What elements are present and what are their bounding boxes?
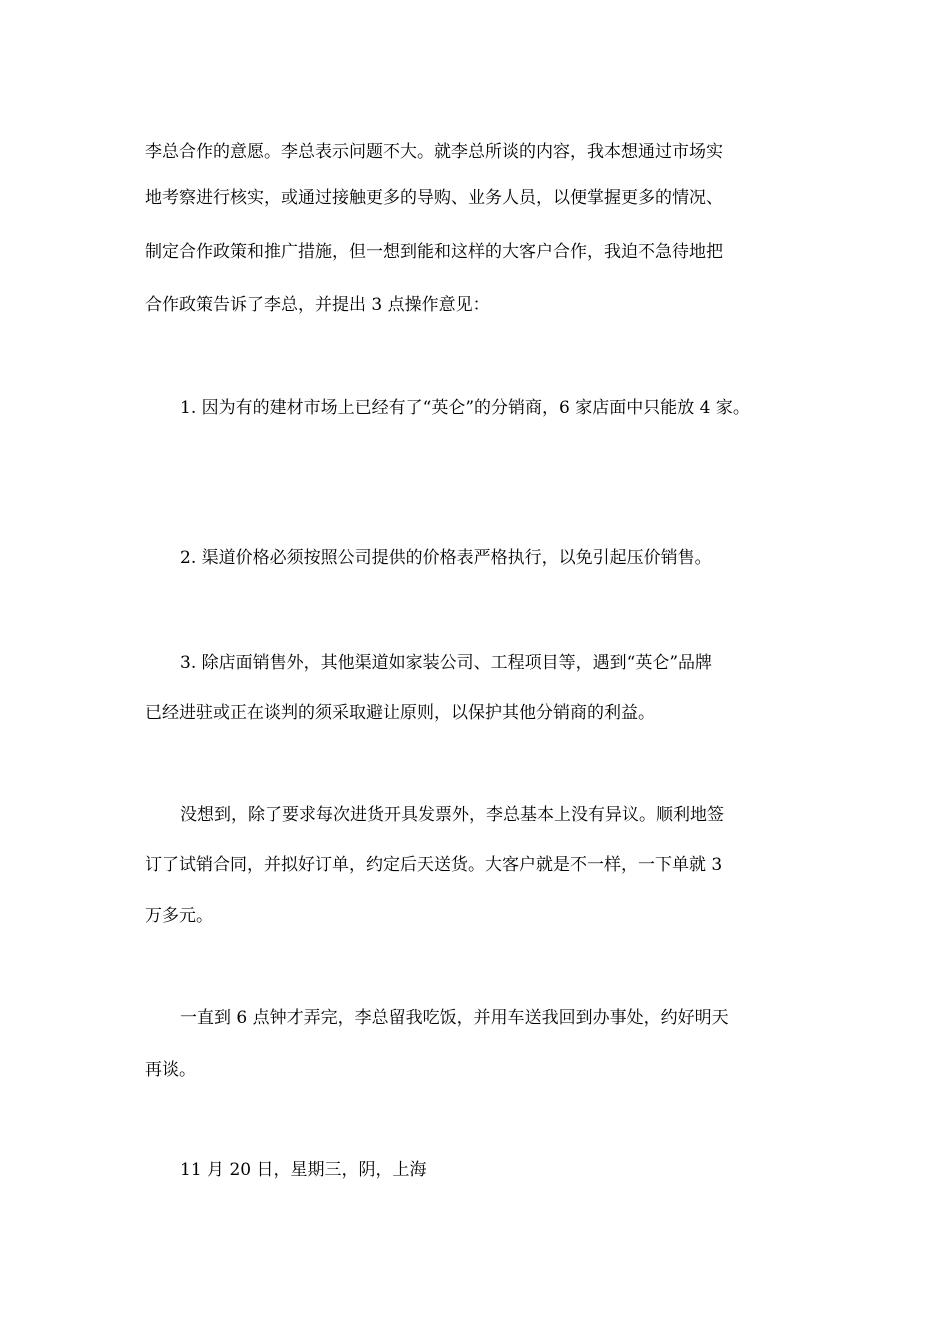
text-line: 一直到 6 点钟才弄完，李总留我吃饭，并用车送我回到办事处，约好明天 xyxy=(180,1008,729,1028)
text-line: 1. 因为有的建材市场上已经有了“英仑”的分销商，6 家店面中只能放 4 家。 xyxy=(180,398,750,418)
text-line: 地考察进行核实，或通过接触更多的导购、业务人员，以便掌握更多的情况、 xyxy=(145,188,723,208)
text-line: 制定合作政策和推广措施，但一想到能和这样的大客户合作，我迫不急待地把 xyxy=(145,242,723,262)
text-line: 订了试销合同，并拟好订单，约定后天送货。大客户就是不一样，一下单就 3 xyxy=(145,855,723,875)
text-line: 3. 除店面销售外，其他渠道如家装公司、工程项目等，遇到“英仑”品牌 xyxy=(180,653,713,673)
text-line: 没想到，除了要求每次进货开具发票外，李总基本上没有异议。顺利地签 xyxy=(180,805,724,825)
text-line: 再谈。 xyxy=(145,1060,196,1080)
text-line: 2. 渠道价格必须按照公司提供的价格表严格执行，以免引起压价销售。 xyxy=(180,548,712,568)
text-line: 已经进驻或正在谈判的须采取避让原则，以保护其他分销商的利益。 xyxy=(145,703,655,723)
text-line: 李总合作的意愿。李总表示问题不大。就李总所谈的内容，我本想通过市场实 xyxy=(145,142,723,162)
text-line: 万多元。 xyxy=(145,906,213,926)
text-line: 11 月 20 日，星期三，阴，上海 xyxy=(180,1160,427,1180)
text-line: 合作政策告诉了李总，并提出 3 点操作意见： xyxy=(145,295,490,315)
